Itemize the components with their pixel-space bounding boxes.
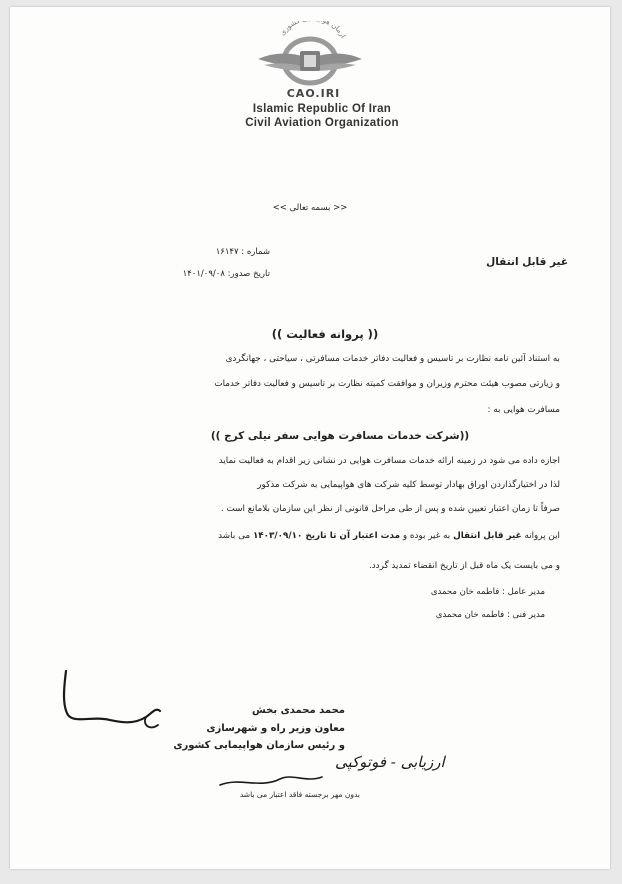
org-name-line1: Islamic Republic Of Iran [252,103,392,115]
footnote: بدون مهر برجسته فاقد اعتبار می باشد [239,790,360,799]
signer-role-2: و رئیس سازمان هواپیمایی کشوری [173,740,345,751]
technical-manager-line: مدیر فنی : فاطمه خان محمدی [435,610,545,620]
svg-text:سازمان هواپیمایی کشوری [250,21,348,40]
validity-prefix: این پروانه [524,531,560,541]
validity-line [120,531,560,541]
signer-role-1: معاون وزیر راه و شهرسازی [206,723,345,734]
handwritten-note [210,747,445,792]
body-line-2: و زیارتی مصوب هیئت محترم وزیران و موافقت کمیته نظارت بر تاسیس و فعالیت دفاتر خدمات [214,379,560,389]
issue-date: تاریخ صدور: ۱۴۰۱/۰۹/۰۸ [182,269,270,279]
body-line-5: لذا در اختیارگذاردن اوراق بهادار توسط کلیه شرکت های هواپیمایی به شرکت مذکور [257,480,560,490]
document-title: (( پروانه فعالیت )) [271,327,379,341]
signer-name: محمد محمدی بخش [252,705,345,716]
body-line-3: مسافرت هوایی به : [487,405,560,415]
validity-date: مدت اعتبار آن تا تاریخ ۱۴۰۳/۰۹/۱۰ [252,531,401,541]
cao-logo [250,21,370,93]
validity-middle: به غیر بوده و [402,531,451,541]
non-transferable-label: غیر قابل انتقال [486,256,568,268]
logo-arc-text: ازمان ه کشوری [278,21,348,40]
license-number: شماره : ۱۶۱۴۷ [215,247,270,257]
company-name: ((شرکت خدمات مسافرت هوایی سفر نیلی کرج )) [210,430,470,442]
cao-emblem-icon [250,21,370,93]
ceo-line: مدیر عامل : فاطمه خان محمدی [430,587,545,597]
body-line-6: صرفاً تا زمان اعتبار تعیین شده و پس از طی مراحل قانونی از نظر این سازمان بلامانع است . [220,504,560,514]
body-line-4: اجازه داده می شود در زمینه ارائه خدمات مسافرت هوایی در نشانی زیر اقدام به فعالیت نماید [218,456,560,466]
validity-suffix: می باشد [218,531,251,541]
non-transferable-inline: غیر قابل انتقال [453,531,522,541]
renewal-line: و می بایست یک ماه قبل از تاریخ انقضاء تمدید گردد. [368,561,560,571]
org-name-line2: Civil Aviation Organization [245,117,399,129]
body-line-1: به استناد آئین نامه نظارت بر تاسیس و فعالیت دفاتر خدمات مسافرتی ، سیاحتی ، جهانگردی [225,354,560,364]
basmala: << بسمه تعالی >> [272,203,348,213]
license-document [10,7,610,869]
handwritten-note-text: ارزیابی - فوتوکپی [335,753,445,771]
logo-caption: CAO.IRI [286,87,341,100]
